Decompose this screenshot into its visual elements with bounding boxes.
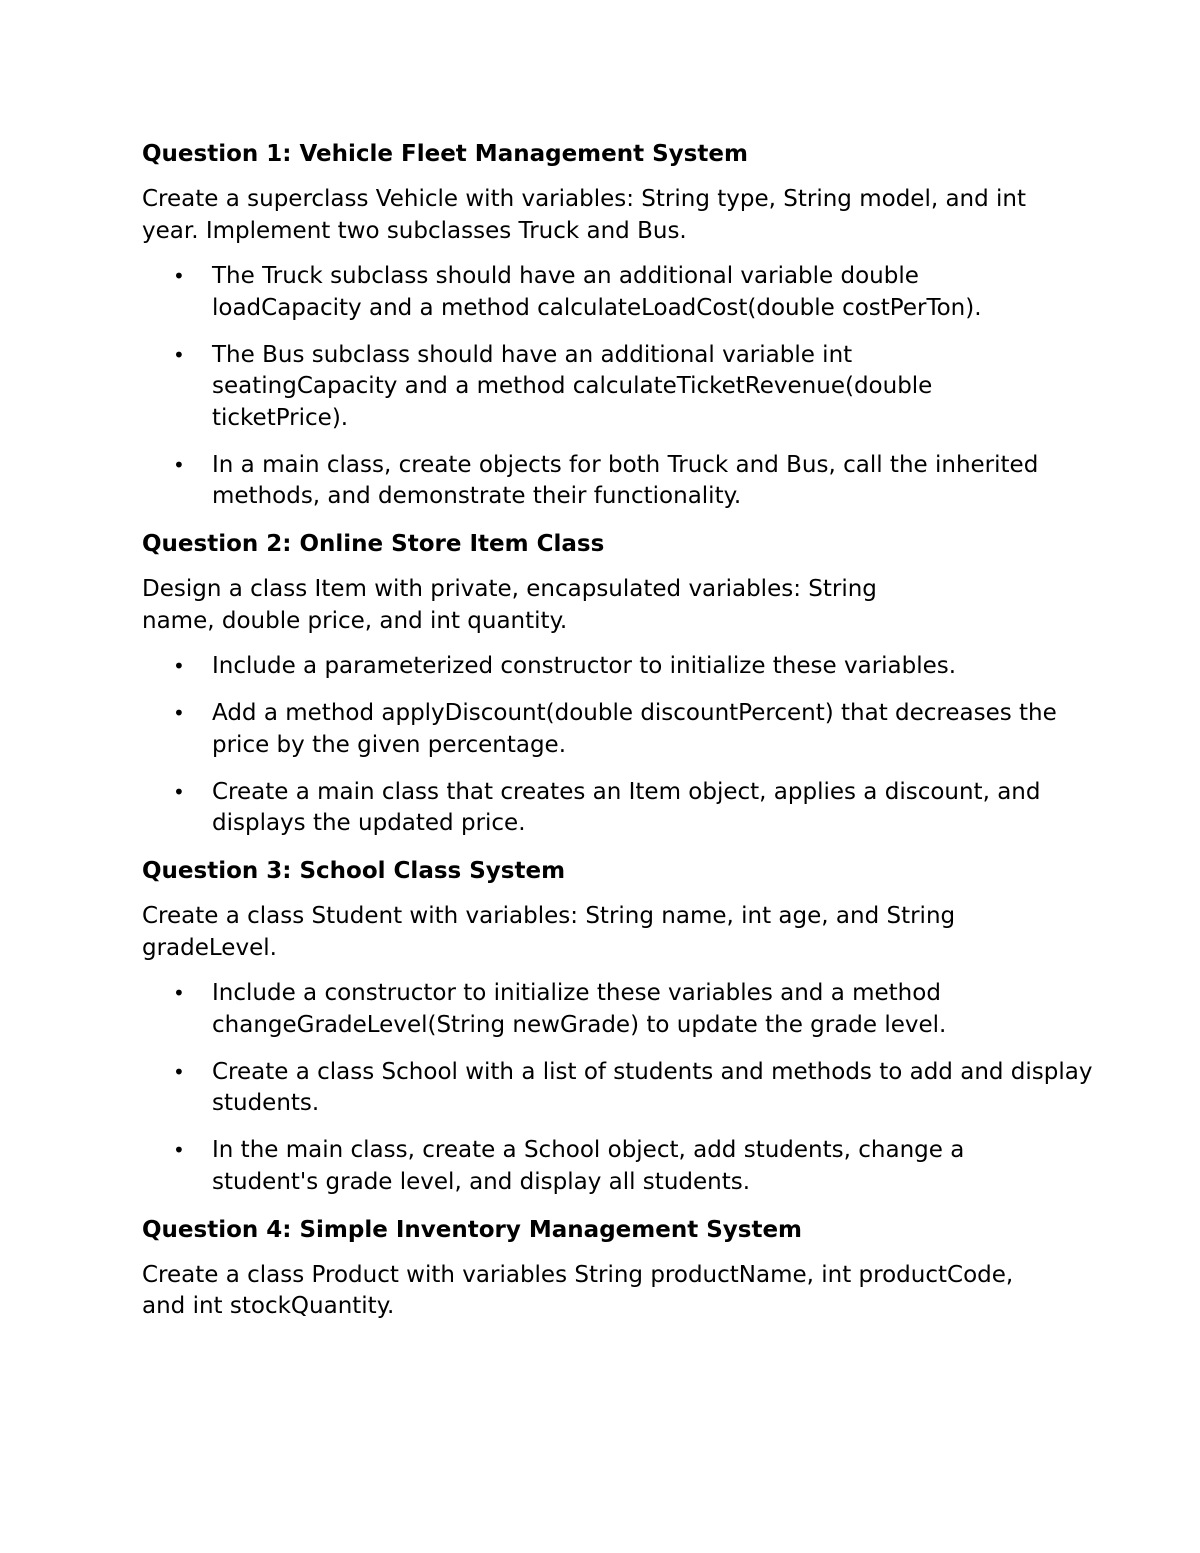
list-item-text: Add a method applyDiscount(double discountPercent) that decreases the price by the given percentage.: [212, 700, 1057, 758]
list-item: [142, 450, 1132, 513]
question-3: [142, 855, 1093, 1198]
bullet-icon: •: [173, 452, 185, 477]
bullet-icon: •: [173, 1138, 185, 1162]
list-item-text: Include a parameterized constructor to initialize these variables.: [212, 653, 957, 679]
question-title: Question 2: Online Store Item Class: [142, 531, 605, 557]
list-item-text: In the main class, create a School object, add students, change a student's grade level, and display all students.: [212, 1137, 965, 1195]
bullet-icon: •: [173, 342, 185, 367]
bullet-icon: •: [173, 779, 185, 804]
question-title: Question 1: Vehicle Fleet Management System: [142, 141, 748, 167]
question-4: [142, 1214, 1072, 1323]
list-item: [142, 698, 1112, 761]
list-item: [142, 777, 1092, 840]
list-item: [142, 978, 1072, 1041]
bullet-icon: •: [173, 1059, 185, 1084]
question-title: Question 3: School Class System: [142, 858, 566, 884]
list-item: [142, 1057, 1112, 1120]
bullet-icon: •: [173, 264, 185, 288]
list-item-text: Include a constructor to initialize these variables and a method changeGradeLevel(String newGrade) to update the grade level.: [212, 980, 947, 1038]
bullet-list: [142, 651, 1072, 840]
question-intro: Create a class Product with variables String productName, int productCode, and int stockQuantity.: [142, 1261, 1014, 1319]
bullet-list: [142, 261, 1072, 513]
question-1: [142, 138, 1072, 513]
bullet-icon: •: [173, 981, 185, 1005]
list-item-text: The Bus subclass should have an additional variable int seatingCapacity and a method calculateTicketRevenue(double ticketPrice).: [212, 341, 933, 431]
bullet-icon: •: [173, 701, 185, 725]
list-item-text: In a main class, create objects for both Truck and Bus, call the inherited methods, and demonstrate their functionality.: [212, 451, 1039, 509]
list-item-text: Create a main class that creates an Item object, applies a discount, and displays the updated price.: [212, 778, 1041, 836]
list-item: [142, 261, 1002, 324]
question-intro: Design a class Item with private, encapsulated variables: String name, double price, and int quantity.: [142, 576, 877, 634]
list-item: [142, 651, 1112, 683]
list-item: [142, 340, 982, 435]
list-item: [142, 1135, 1072, 1198]
question-intro: Create a superclass Vehicle with variables: String type, String model, and int year. Implement two subclasses Truck and Bus.: [142, 186, 1027, 244]
document-page: [142, 138, 1093, 1337]
list-item-text: The Truck subclass should have an additional variable double loadCapacity and a method calculateLoadCost(double costPerTon).: [212, 263, 982, 321]
list-item-text: Create a class School with a list of students and methods to add and display students.: [212, 1058, 1093, 1116]
question-intro: Create a class Student with variables: String name, int age, and String gradeLevel.: [142, 903, 956, 961]
bullet-icon: •: [173, 654, 185, 678]
bullet-list: [142, 978, 1093, 1198]
question-2: [142, 528, 1072, 840]
question-title: Question 4: Simple Inventory Management System: [142, 1216, 803, 1243]
